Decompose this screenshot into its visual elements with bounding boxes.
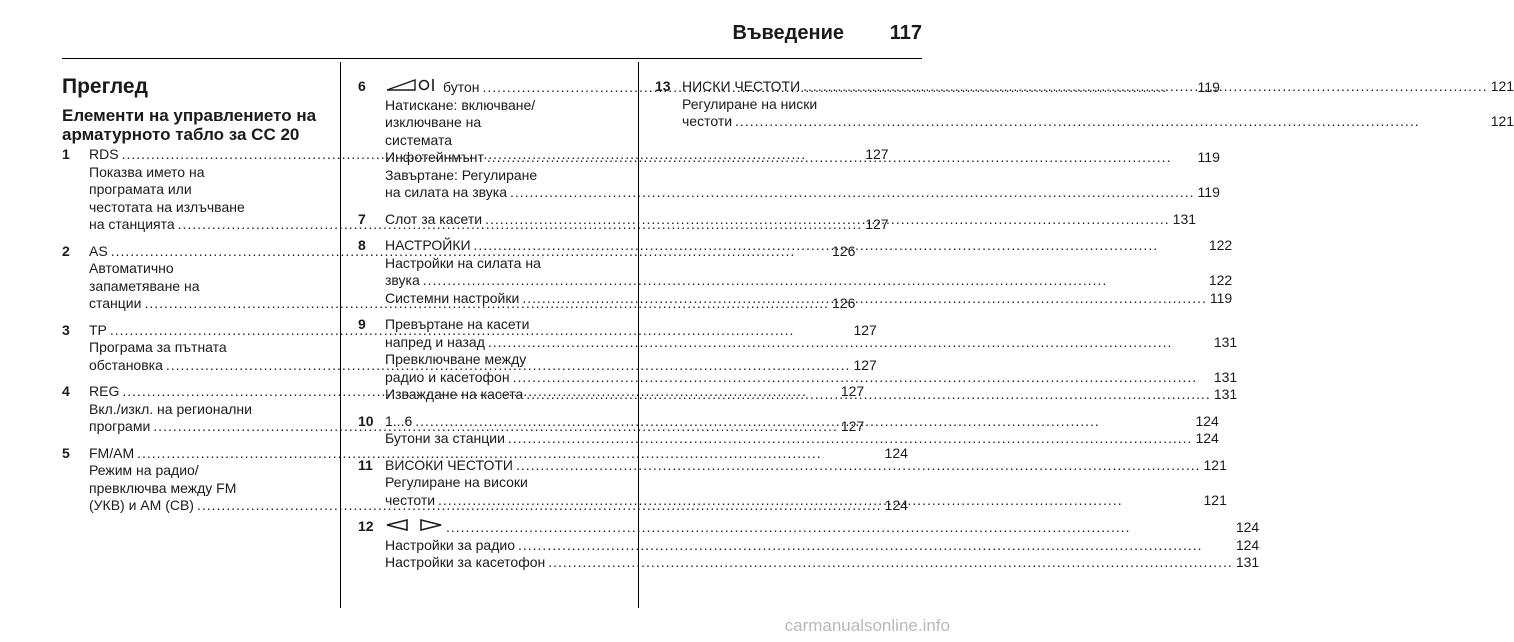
entry-line: [385, 149, 1220, 167]
entry-number: 12: [358, 518, 374, 534]
entry-text: 1...6: [385, 412, 413, 429]
entry-text: Бутони за станции: [385, 430, 505, 446]
leader-dots: [415, 413, 1192, 431]
leader-dots: [446, 519, 1233, 537]
leader-dots: [548, 554, 1233, 572]
page-ref: 124: [884, 497, 908, 513]
entry-item: [358, 518, 1260, 572]
watermark: carmanualsonline.info: [784, 616, 950, 635]
page-number: 117: [889, 22, 922, 44]
entry-line-head: [385, 413, 1219, 431]
power-volume-icon: [385, 78, 439, 97]
entry-text: бутон: [443, 79, 480, 95]
running-title: Въведение: [732, 22, 844, 44]
entry-text: ВИСОКИ ЧЕСТОТИ: [385, 456, 513, 473]
entry-text: Регулиране на ниски: [682, 95, 818, 112]
entry-body: [385, 316, 1237, 404]
entry-number: 7: [358, 210, 366, 227]
page-ref: 124: [1235, 536, 1260, 553]
entry-text: обстановка: [89, 356, 163, 373]
entry-line-head: [385, 518, 1259, 537]
page-ref: 131: [1213, 333, 1238, 350]
entry-text: превключва между FM: [89, 479, 237, 496]
entry-line: [682, 96, 1514, 114]
entry-body: [385, 413, 1219, 448]
entry-text: (УКВ) и AM (СВ): [89, 497, 194, 513]
entry-text: програмата или: [89, 181, 192, 197]
leader-dots: [526, 386, 1211, 404]
entry-number: 5: [62, 444, 70, 461]
entry-line: [385, 351, 1237, 369]
leader-dots: [803, 78, 1488, 96]
entry-number: 11: [358, 456, 373, 473]
entry-text: честоти: [385, 491, 436, 508]
entry-text: звука: [385, 272, 420, 288]
entry-text: Автоматично: [89, 260, 174, 276]
entry-text: изключване на: [385, 114, 482, 130]
entry-text: Регулиране на високи: [385, 474, 528, 490]
entry-number: 9: [358, 316, 366, 332]
page-ref: 131: [1213, 368, 1238, 385]
entry-text: на силата на звука: [385, 184, 507, 200]
entry-line: [682, 113, 1514, 131]
entry-line: [385, 290, 1232, 308]
entry-text: НАСТРОЙКИ: [385, 237, 471, 253]
entry-body: [385, 211, 1196, 229]
entry-number: 13: [655, 78, 671, 94]
entry-text: НИСКИ ЧЕСТОТИ: [682, 78, 801, 94]
entry-body: [385, 457, 1227, 510]
entry-text: Програма за пътната: [89, 339, 227, 355]
page-ref: 119: [1197, 79, 1220, 95]
page-ref: 126: [832, 295, 856, 311]
entry-number: 2: [62, 242, 70, 259]
entry-text: Системни настройки: [385, 289, 520, 306]
entry-text: Слот за касети: [385, 210, 483, 227]
entry-text: FM/AM: [89, 444, 135, 461]
entry-text: Показва името на: [89, 163, 205, 180]
entry-line-head: [385, 457, 1227, 475]
leader-dots: [510, 184, 1195, 202]
entry-line: [385, 184, 1220, 202]
entry-text: честоти: [682, 113, 733, 129]
entry-text: Инфотейнмънт: [385, 149, 484, 165]
entry-line-head: [385, 316, 1237, 334]
entry-body: [682, 78, 1514, 131]
entry-text: радио и касетофон: [385, 368, 510, 385]
page-ref: 122: [1208, 272, 1233, 288]
page-ref: 121: [1203, 491, 1227, 508]
entry-text: Режим на радио/: [89, 462, 199, 478]
section-title: Преглед: [62, 75, 148, 98]
entry-text: честотата на излъчване: [89, 198, 245, 215]
leader-dots: [474, 237, 1206, 255]
entry-text: Натискане: включване/: [385, 96, 536, 113]
entry-line-head: [385, 211, 1196, 229]
entry-text: Превъртане на касети: [385, 316, 530, 332]
page-ref: 131: [1213, 386, 1238, 402]
entry-text: Настройки за касетофон: [385, 554, 546, 570]
entry-body: [385, 237, 1232, 307]
entry-line: [385, 255, 1232, 273]
page-ref: 126: [832, 242, 856, 259]
entry-text: Настройки на силата на: [385, 254, 541, 271]
entry-text: на станцията: [89, 216, 175, 232]
page-ref: 127: [853, 321, 877, 338]
entry-line: [385, 386, 1237, 404]
page-header: [62, 18, 922, 59]
entry-number: 6: [358, 78, 366, 94]
entry-line: [385, 272, 1232, 290]
entry-text: системата: [385, 131, 453, 148]
leader-dots: [518, 537, 1233, 555]
entry-line: [385, 334, 1237, 352]
entry-text: Изваждане на касета: [385, 386, 524, 402]
entry-text: Настройки за радио: [385, 536, 515, 553]
page-ref: 124: [884, 444, 908, 461]
entry-number: 3: [62, 321, 70, 338]
entry-line: [385, 369, 1237, 387]
page-ref: 127: [840, 383, 865, 399]
entry-number: 10: [358, 412, 374, 429]
page-ref: 131: [1235, 554, 1260, 570]
entry-text: RDS: [89, 146, 119, 162]
page-ref: 124: [1195, 430, 1219, 446]
page-ref: 127: [853, 356, 877, 373]
entry-line-head: [385, 237, 1232, 255]
entry-line: [385, 474, 1227, 492]
page-ref: 124: [1195, 412, 1219, 429]
entry-text: REG: [89, 383, 120, 399]
leader-dots: [516, 457, 1201, 475]
entry-line: [385, 430, 1219, 448]
leader-dots: [423, 272, 1206, 290]
leader-dots: [488, 334, 1211, 352]
entry-number: 1: [62, 146, 70, 162]
leader-dots: [487, 149, 1195, 167]
page-ref: 127: [840, 418, 865, 434]
entry-text: Завъртане: Регулиране: [385, 166, 538, 183]
page-ref: 122: [1208, 237, 1233, 253]
subsection-title: Елементи на управлението на арматурното табло за CC 20: [62, 106, 317, 144]
entry-text: станции: [89, 295, 142, 311]
entry-text: Превключване между: [385, 351, 527, 367]
leader-dots: [438, 492, 1200, 510]
page-ref: 121: [1490, 78, 1514, 94]
leader-dots: [522, 290, 1207, 308]
entry-line-head: [682, 78, 1514, 96]
page-ref: 131: [1172, 210, 1197, 227]
entry-text: Вкл./изкл. на регионални: [89, 400, 252, 417]
entry-text: програми: [89, 418, 151, 434]
page-ref: 121: [1203, 456, 1227, 473]
page-ref: 119: [1209, 289, 1233, 306]
entry-number: 8: [358, 237, 366, 253]
entry-line: [385, 492, 1227, 510]
page-ref: 124: [1235, 519, 1260, 535]
entry-text: напред и назад: [385, 333, 485, 350]
entry-line: [385, 537, 1259, 555]
leader-dots: [485, 211, 1170, 229]
leader-dots: [735, 113, 1488, 131]
entry-text: TP: [89, 321, 107, 338]
page-ref: 121: [1490, 113, 1514, 129]
entry-line: [385, 167, 1220, 185]
page-ref: 127: [865, 146, 889, 162]
seek-arrows-icon: [385, 518, 443, 537]
entry-text: AS: [89, 242, 108, 259]
entry-number: 4: [62, 383, 70, 399]
entry-text: запаметяване на: [89, 277, 200, 294]
entry-body: [385, 518, 1259, 572]
page-ref: 119: [1197, 184, 1220, 200]
page-ref: 127: [865, 216, 889, 232]
page-ref: 119: [1197, 149, 1220, 165]
leader-dots: [513, 369, 1211, 387]
entry-line: [385, 554, 1259, 572]
leader-dots: [508, 430, 1193, 448]
